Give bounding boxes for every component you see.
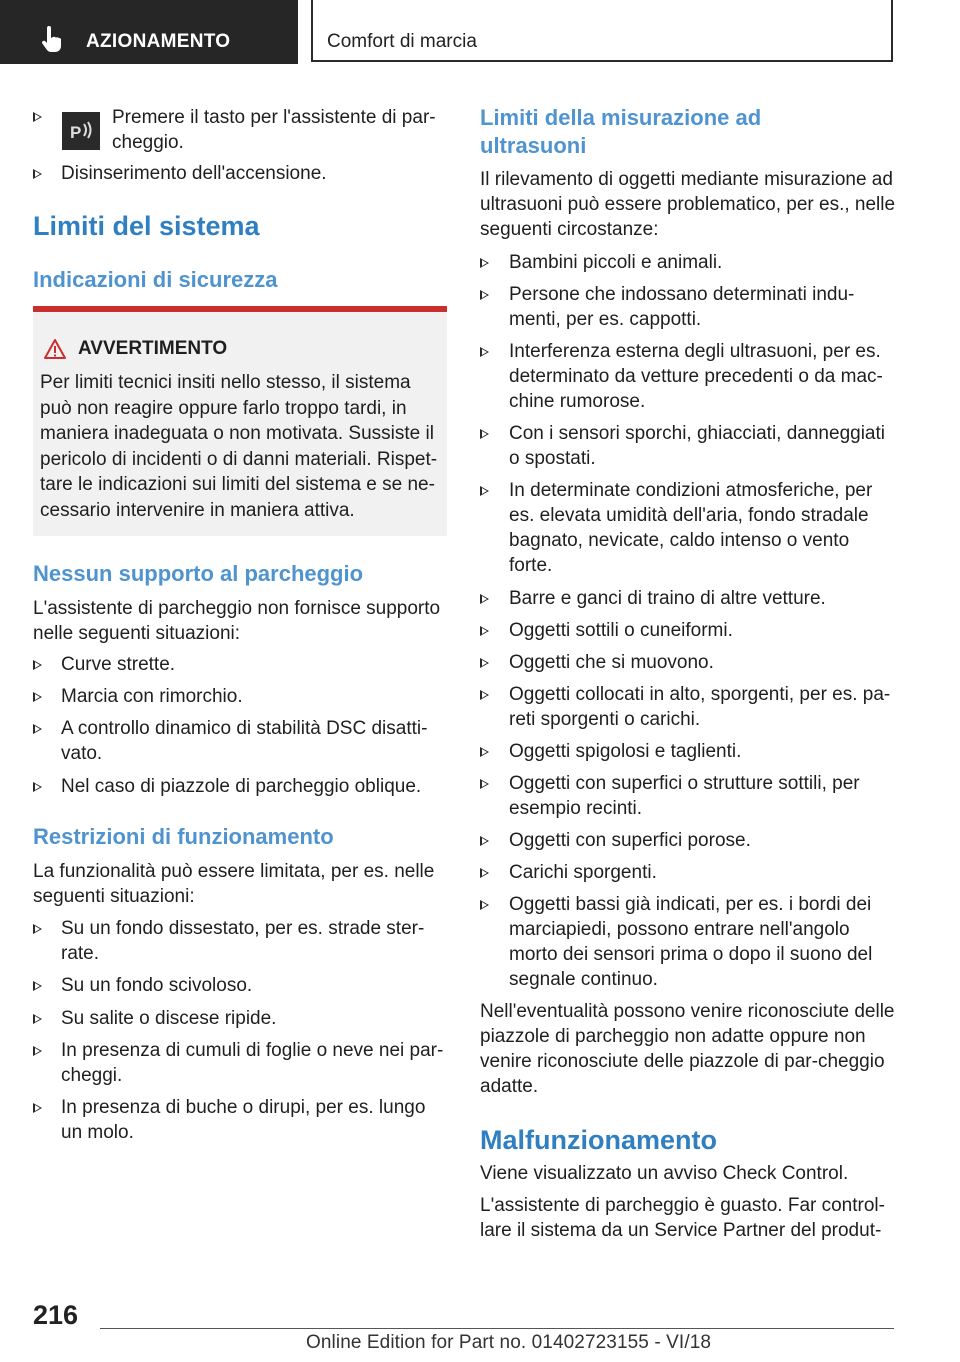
heading-restrictions: Restrizioni di funzionamento: [33, 824, 334, 849]
footer-divider: [100, 1328, 894, 1329]
paragraph: L'assistente di parcheggio è guasto. Far control-lare il sistema da un Service Partner del produt-: [480, 1195, 885, 1241]
bullet-icon: [480, 429, 489, 439]
bullet-icon: [480, 486, 489, 496]
warning-title: AVVERTIMENTO: [78, 338, 228, 359]
list-item: A controllo dinamico di stabilità DSC disatti- vato.: [61, 718, 428, 764]
bullet-icon: [480, 779, 489, 789]
heading-no-support: Nessun supporto al parcheggio: [33, 561, 364, 586]
list-item: Oggetti con superfici o strutture sottili, per esempio recinti.: [509, 773, 860, 819]
list-item: Con i sensori sporchi, ghiacciati, danneggiati o spostati.: [509, 423, 885, 469]
hand-pointer-icon: [40, 26, 64, 54]
bullet-icon: [480, 868, 489, 878]
park-assist-button-icon: [62, 112, 100, 150]
list-item: Su un fondo scivoloso.: [61, 975, 253, 996]
list-item: Barre e ganci di traino di altre vetture.: [509, 588, 826, 609]
bullet-icon: [33, 1014, 42, 1024]
list-item: Premere il tasto per l'assistente di par- cheggio.: [112, 107, 436, 153]
list-item: Oggetti sottili o cuneiformi.: [509, 620, 733, 641]
list-item: Oggetti che si muovono.: [509, 652, 714, 673]
list-item: Interferenza esterna degli ultrasuoni, per es. determinato da vetture precedenti o da mac- chine rumorose.: [509, 341, 883, 412]
warning-triangle-icon: [43, 338, 67, 360]
chapter-title: Comfort di marcia: [327, 31, 477, 52]
list-item: Oggetti collocati in alto, sporgenti, per es. pa- reti sporgenti o carichi.: [509, 684, 891, 730]
bullet-icon: [480, 658, 489, 668]
paragraph: Nell'eventualità possono venire riconosciute delle piazzole di parcheggio non adatte oppure non venire riconosciute delle piazzole di par-cheggio adatte.: [480, 1001, 895, 1097]
list-item: Nel caso di piazzole di parcheggio oblique.: [61, 776, 422, 797]
paragraph: L'assistente di parcheggio non fornisce supporto nelle seguenti situazioni:: [33, 598, 441, 644]
list-item: Su salite o discese ripide.: [61, 1008, 277, 1029]
list-item: Disinserimento dell'accensione.: [61, 163, 327, 184]
heading-malfunction: Malfunzionamento: [480, 1125, 717, 1155]
list-item: Oggetti con superfici porose.: [509, 830, 751, 851]
edition-note: Online Edition for Part no. 01402723155 - VI/18: [306, 1332, 712, 1353]
list-item: Curve strette.: [61, 654, 176, 675]
paragraph: La funzionalità può essere limitata, per es. nelle seguenti situazioni:: [33, 861, 435, 907]
list-item: Su un fondo dissestato, per es. strade ster- rate.: [61, 918, 425, 964]
bullet-icon: [480, 347, 489, 357]
page-number: 216: [33, 1300, 79, 1330]
list-item: Persone che indossano determinati indu- menti, per es. cappotti.: [509, 284, 855, 330]
chapter-tab: [311, 0, 893, 62]
bullet-icon: [480, 690, 489, 700]
heading-system-limits: Limiti del sistema: [33, 211, 260, 241]
list-item: In presenza di buche o dirupi, per es. lungo un molo.: [61, 1097, 426, 1143]
bullet-icon: [480, 900, 489, 910]
bullet-icon: [33, 169, 42, 179]
bullet-icon: [480, 258, 489, 268]
bullet-icon: [480, 594, 489, 604]
bullet-icon: [33, 782, 42, 792]
list-item: Oggetti bassi già indicati, per es. i bordi dei marciapiedi, possono entrare nell'angolo morto dei sensori prima o dopo il suono del segnale continuo.: [509, 894, 873, 990]
bullet-icon: [480, 747, 489, 757]
warning-box: [33, 306, 447, 536]
bullet-icon: [33, 1103, 42, 1113]
list-item: Oggetti spigolosi e taglienti.: [509, 741, 742, 762]
svg-text:P: P: [70, 123, 82, 142]
list-item: Marcia con rimorchio.: [61, 686, 243, 707]
bullet-icon: [33, 692, 42, 702]
list-item: In presenza di cumuli di foglie o neve nei par- cheggi.: [61, 1040, 444, 1086]
bullet-icon: [33, 660, 42, 670]
list-item: In determinate condizioni atmosferiche, per es. elevata umidità dell'aria, fondo stradale bagnato, nevicate, caldo intenso o vento forte.: [509, 480, 873, 576]
section-title: AZIONAMENTO: [86, 31, 231, 52]
bullet-icon: [33, 724, 42, 734]
bullet-icon: [33, 1046, 42, 1056]
bullet-icon: [33, 112, 42, 122]
paragraph: Il rilevamento di oggetti mediante misurazione ad ultrasuoni può essere problematico, per es., nelle seguenti circostanze:: [480, 169, 896, 240]
paragraph: Viene visualizzato un avviso Check Control.: [480, 1163, 849, 1184]
bullet-icon: [33, 981, 42, 991]
list-item: Bambini piccoli e animali.: [509, 252, 723, 273]
bullet-icon: [480, 626, 489, 636]
list-item: Carichi sporgenti.: [509, 862, 657, 883]
heading-ultrasound-limits: Limiti della misurazione ad ultrasuoni: [480, 105, 762, 158]
section-tab: [0, 0, 298, 64]
bullet-icon: [33, 924, 42, 934]
warning-text: Per limiti tecnici insiti nello stesso, il sistema può non reagire oppure farlo troppo tardi, in maniera inadeguata o non motivata. Sussiste il pericolo di incidenti o di danni materiali. Rispet-tare le indicazioni sui limiti del sistema e se ne-cessario intervenire in maniera attiva.: [40, 372, 438, 521]
heading-safety: Indicazioni di sicurezza: [33, 267, 278, 292]
bullet-icon: [480, 290, 489, 300]
bullet-icon: [480, 836, 489, 846]
